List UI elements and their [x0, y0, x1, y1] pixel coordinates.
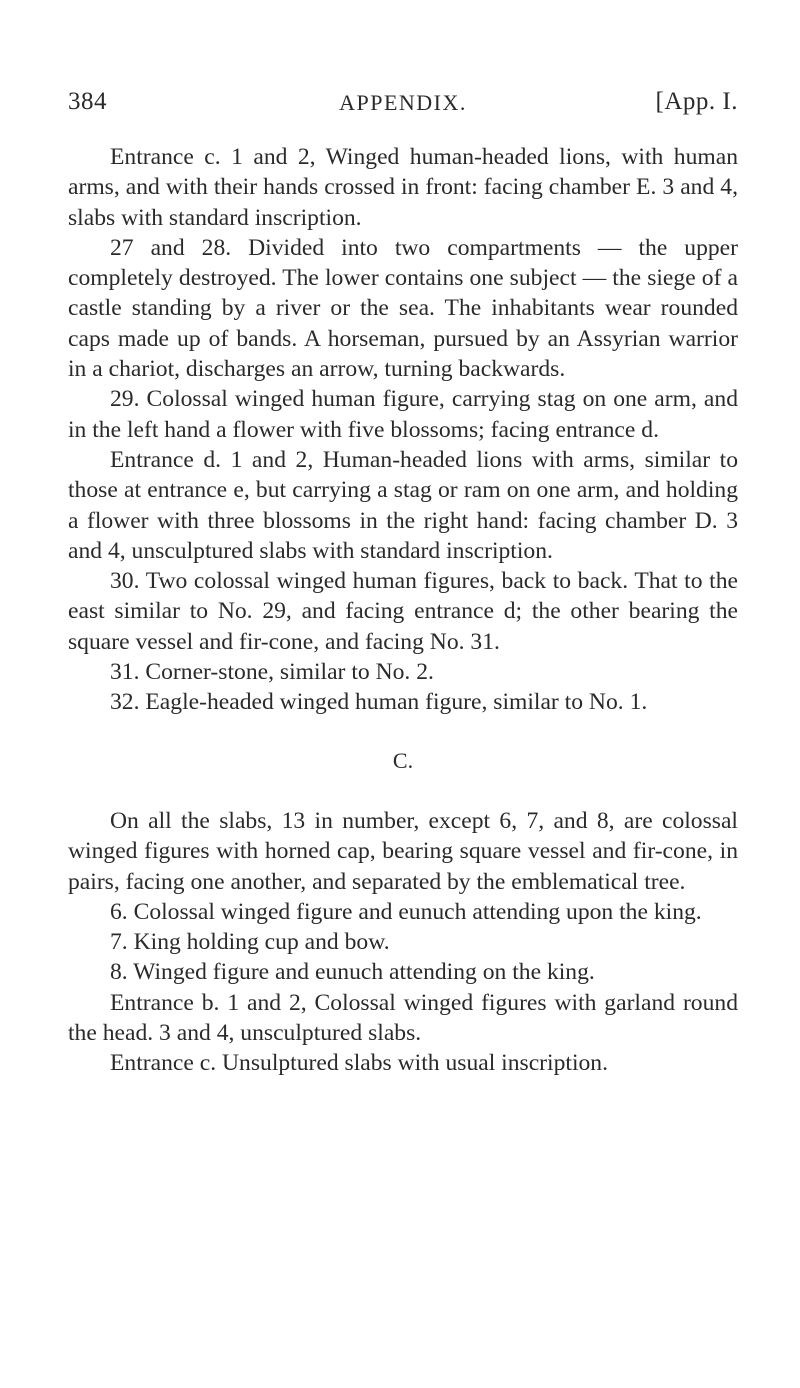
paragraph: 31. Corner-stone, similar to No. 2. [110, 659, 434, 686]
paragraph: Entrance d. 1 and 2, Human-headed lions with arms, similar to those at entrance e, but carrying a stag or ram on one arm, and holding a flower with three blossoms in the right hand: facing chamber D. 3 and 4, unsculptured slabs with standard inscription. [68, 446, 738, 564]
page-number: 384 [68, 88, 107, 115]
paragraph: 29. Colossal winged human figure, carrying stag on one arm, and in the left hand a flower with five blossoms; facing entrance d. [68, 386, 738, 443]
section-heading: C. [392, 747, 414, 773]
running-head [68, 88, 738, 124]
paragraph: 8. Winged figure and eunuch attending on the king. [110, 959, 595, 986]
page-body [68, 142, 738, 1079]
running-head-right: [App. I. [655, 88, 738, 115]
paragraph: Entrance b. 1 and 2, Colossal winged figures with garland round the head. 3 and 4, unsculptured slabs. [68, 989, 738, 1047]
paragraph: On all the slabs, 13 in number, except 6, 7, and 8, are colossal winged figures with horned cap, bearing square vessel and fir-cone, in pairs, facing one another, and separated by the emblematical tree. [68, 807, 738, 895]
paragraph: 32. Eagle-headed winged human figure, similar to No. 1. [110, 689, 648, 716]
running-title: APPENDIX. [339, 90, 467, 115]
paragraph: Entrance c. 1 and 2, Winged human-headed lions, with human arms, and with their hands crossed in front: facing chamber E. 3 and 4, slabs with standard inscription. [68, 144, 738, 231]
paragraph: 7. King holding cup and bow. [110, 929, 390, 956]
paragraph: 27 and 28. Divided into two compartments — the upper completely destroyed. The lower contains one subject — the siege of a castle standing by a river or the sea. The inhabitants wear rounded caps made up of bands. A horseman, pursued by an Assyrian warrior in a chariot, discharges an arrow, turning backwards. [68, 234, 738, 383]
paragraph: 6. Colossal winged figure and eunuch attending upon the king. [110, 898, 702, 925]
paragraph: 30. Two colossal winged human figures, back to back. That to the east similar to No. 29, and facing entrance d; the other bearing the square vessel and fir-cone, and facing No. 31. [68, 568, 738, 655]
paragraph: Entrance c. Unsulptured slabs with usual inscription. [110, 1050, 608, 1077]
